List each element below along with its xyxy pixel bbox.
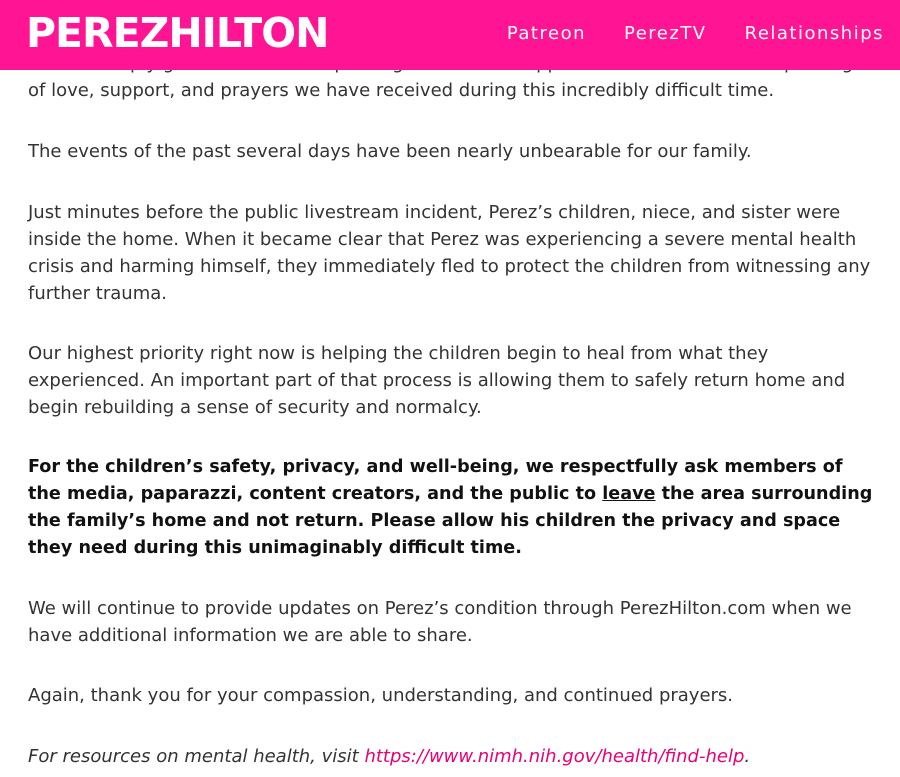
resources-prefix: For resources on mental health, visit (28, 746, 365, 767)
paragraph-livestream-incident: Just minutes before the public livestream incident, Perez’s children, niece, and sister were inside the home. When it became clear that Perez was experiencing a severe mental health crisis and harming himself, they immediately fled to protect the children from witnessing any further trauma. (28, 202, 871, 304)
paragraph-thanks: Again, thank you for your compassion, understanding, and continued prayers. (28, 685, 734, 706)
site-header (0, 0, 900, 70)
nav-item-pereztv[interactable]: PerezTV (624, 23, 707, 44)
paragraph-updates: We will continue to provide updates on Perez’s condition through PerezHilton.com when we have additional information we are able to share. (28, 598, 852, 646)
nav-item-patreon[interactable]: Patreon (506, 23, 586, 44)
safety-text-before: For the children’s safety, privacy, and well-being, we respectfully ask members of the media, paparazzi, content creators, and the public to (28, 457, 843, 504)
top-nav (507, 22, 884, 46)
paragraph-gratitude: of love, support, and prayers we have received during this incredibly difficult time. (28, 80, 775, 101)
resources-suffix: . (744, 746, 751, 767)
safety-text-leave: leave (602, 484, 656, 504)
safety-text-after: the area surrounding the family’s home and not return. Please allow his children the privacy and space they need during this unimaginably difficult time. (28, 484, 873, 558)
nav-item-relationships[interactable]: Relationships (744, 23, 884, 44)
site-logo[interactable]: PEREZHILTON (26, 9, 329, 57)
nimh-help-link[interactable]: https://www.nimh.nih.gov/health/find-help (364, 746, 745, 767)
paragraph-priority: Our highest priority right now is helping the children begin to heal from what they experienced. An important part of that process is allowing them to safely return home and begin rebuilding a sense of security and normalcy. (28, 343, 846, 418)
paragraph-resources (28, 743, 878, 770)
paragraph-events: The events of the past several days have been nearly unbearable for our family. (28, 141, 752, 162)
paragraph-safety-request (28, 454, 878, 562)
